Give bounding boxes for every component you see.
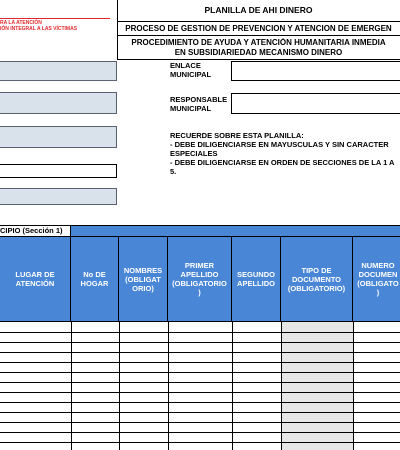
left-field-1[interactable] <box>0 61 117 81</box>
grid-row-line <box>0 332 400 333</box>
grid-column-line <box>232 322 233 450</box>
procedure-title-line-2: EN SUBSIDIARIEDAD MECANISMO DINERO <box>174 48 343 57</box>
grid-row-line <box>0 402 400 403</box>
grid-row-line <box>0 372 400 373</box>
grid-column-line <box>281 322 282 450</box>
col-tipo-documento: TIPO DE DOCUMENTO (OBLIGATORIO) <box>281 237 353 321</box>
process-title: PROCESO DE GESTION DE PREVENCION Y ATENCION DE EMERGEN <box>125 24 392 33</box>
col-no-hogar: No DE HOGAR <box>71 237 119 321</box>
responsable-municipal-label: RESPONSABLE MUNICIPAL <box>170 95 228 113</box>
col-numero-documento: NUMERO DOCUMEN (OBLIGATO ) <box>353 237 400 321</box>
header-separator <box>117 21 400 22</box>
grid-row-line <box>0 352 400 353</box>
header-separator-2 <box>117 35 400 36</box>
left-field-2[interactable] <box>0 92 117 114</box>
notes-line-1: - DEBE DILIGENCIARSE EN MAYUSCULAS Y SIN CARACTER <box>170 140 389 149</box>
grid-row-line <box>0 362 400 363</box>
logo-divider <box>0 18 110 19</box>
section-header <box>0 225 400 237</box>
enlace-municipal-label: ENLACE MUNICIPAL <box>170 61 212 79</box>
notes-line-2: - DEBE DILIGENCIARSE EN ORDEN DE SECCIONES DE LA 1 A <box>170 158 395 167</box>
grid-row-line <box>0 412 400 413</box>
notes-title: RECUERDE SOBRE ESTA PLANILLA: <box>170 131 304 140</box>
section-label: CIPIO (Sección 1) <box>0 226 63 235</box>
left-field-5[interactable] <box>0 188 117 205</box>
responsable-municipal-input[interactable] <box>231 93 400 114</box>
grid-row-line <box>0 342 400 343</box>
grid-row-line <box>0 432 400 433</box>
grid-row-line <box>0 392 400 393</box>
column-header-row <box>0 237 400 322</box>
grid-row-line <box>0 382 400 383</box>
col-lugar-atencion: LUGAR DE ATENCIÓN <box>0 237 71 321</box>
grid-column-line <box>353 322 354 450</box>
col-segundo-apellido: SEGUNDO APELLIDO <box>232 237 281 321</box>
grid-column-line <box>168 322 169 450</box>
header-bottom <box>117 59 400 60</box>
logo-text-line-1: RA LA ATENCIÓN <box>0 20 42 26</box>
enlace-municipal-input[interactable] <box>231 61 400 81</box>
grid-column-line <box>71 322 72 450</box>
col-nombres: NOMBRES (OBLIGAT ORIO) <box>119 237 168 321</box>
notes-line-2b: 5. <box>170 167 177 176</box>
col-primer-apellido: PRIMER APELLIDO (OBLIGATORIO ) <box>168 237 232 321</box>
grid-row-line <box>0 422 400 423</box>
grid-column-line <box>119 322 120 450</box>
left-field-3[interactable] <box>0 126 117 148</box>
procedure-title-line-1: PROCEDIMIENTO DE AYUDA Y ATENCIÓN HUMANITARIA INMEDIA <box>131 38 386 47</box>
left-field-4[interactable] <box>0 164 117 178</box>
notes-line-1b: ESPECIALES <box>170 149 218 158</box>
grid-row-line <box>0 442 400 443</box>
logo-text-line-2: IÓN INTEGRAL A LAS VÍCTIMAS <box>0 26 78 32</box>
page-title: PLANILLA DE AHI DINERO <box>204 5 313 15</box>
